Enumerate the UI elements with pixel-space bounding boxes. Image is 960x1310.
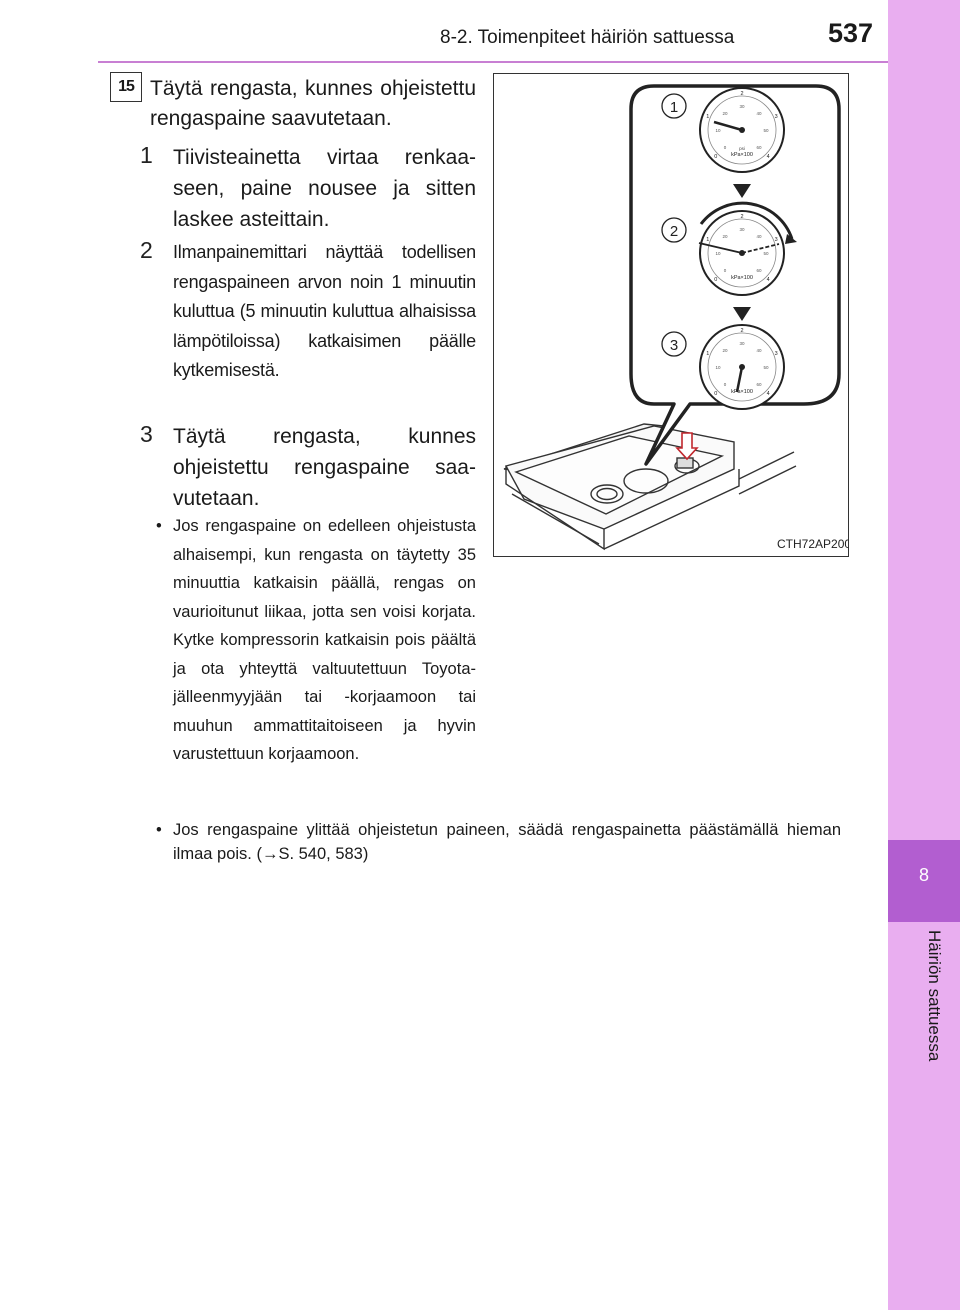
gauge-psi-label: 50 [763, 251, 769, 256]
substep-text-2: Ilmanpainemittari näyttää todellisen rengaspaineen arvon noin 1 minuutin kuluttua (5 minuutin kuluttua alhaisissa lämpötiloissa) katkaisimen päälle kytkemisestä. [173, 242, 476, 380]
substep-number-1: 1 [140, 142, 153, 168]
gauge-kpa-label: 2 [740, 91, 744, 97]
callout-2: 2 [669, 223, 679, 240]
bullet-marker: • [156, 517, 162, 535]
gauge3-unit: kPa×100 [731, 389, 753, 395]
gauge-psi-label: 20 [722, 348, 728, 353]
gauge-psi-label: 50 [763, 128, 769, 133]
step-text: Täytä rengasta, kunnes ohjeistettu rengaspaine saavutetaan. [150, 77, 476, 130]
gauge-psi-label: 40 [756, 111, 762, 116]
bullet-text-2: Jos rengaspaine ylittää ohjeistetun paineen, säädä rengaspainetta päästämällä hieman ilmaa pois. (→S. 540, 583) [173, 821, 841, 863]
gauge-psi-label: 20 [722, 234, 728, 239]
gauge1-unit-psi: psi [739, 146, 745, 151]
gauge-kpa-label: 2 [740, 214, 744, 220]
bullet-marker: • [156, 821, 162, 839]
gauge-kpa-label: 0 [714, 391, 718, 398]
gauge-psi-label: 0 [723, 382, 727, 387]
figure-illustration [494, 74, 848, 556]
gauge-kpa-label: 1 [706, 236, 710, 243]
gauge-psi-label: 0 [723, 268, 727, 273]
gauge-psi-label: 10 [715, 128, 721, 133]
gauge-kpa-label: 1 [706, 113, 710, 120]
gauge-kpa-label: 4 [766, 154, 770, 161]
figure-code: CTH72AP200 [777, 537, 848, 551]
gauge-kpa-label: 3 [774, 350, 778, 357]
chapter-side-tab [888, 0, 960, 1310]
gauge-psi-label: 60 [756, 382, 762, 387]
compressor-gauge-figure [493, 73, 849, 557]
gauge-psi-label: 60 [756, 268, 762, 273]
gauge-kpa-label: 3 [774, 113, 778, 120]
substep-text-1: Tiivisteainetta virtaa renkaaseen, paine nousee ja sitten laskee asteittain. [173, 146, 476, 231]
gauge-psi-label: 30 [739, 341, 745, 346]
gauge-psi-label: 40 [756, 348, 762, 353]
callout-1: 1 [669, 99, 679, 116]
gauge-psi-label: 10 [715, 251, 721, 256]
gauge-kpa-label: 4 [766, 391, 770, 398]
substep-number-2: 2 [140, 237, 153, 263]
gauge-kpa-label: 0 [714, 277, 718, 284]
chapter-title: Häiriön sattuessa [925, 930, 944, 1062]
gauge-psi-label: 40 [756, 234, 762, 239]
gauge-kpa-label: 0 [714, 154, 718, 161]
gauge-kpa-label: 2 [740, 328, 744, 334]
substep-number-3: 3 [140, 421, 153, 447]
gauge-psi-label: 60 [756, 145, 762, 150]
callout-3: 3 [669, 337, 679, 354]
gauge1-unit: kPa×100 [731, 152, 753, 158]
step-number-badge: 15 [110, 72, 142, 102]
gauge-psi-label: 30 [739, 104, 745, 109]
gauge-psi-label: 0 [723, 145, 727, 150]
section-title: 8-2. Toimenpiteet häiriön sattuessa [440, 27, 735, 48]
gauge-psi-label: 50 [763, 365, 769, 370]
gauge-kpa-label: 3 [774, 236, 778, 243]
substep-text-3: Täytä rengasta, kunnes ohjeistettu rengaspaine saavutetaan. [173, 425, 476, 510]
chapter-number: 8 [888, 840, 960, 922]
page-number: 537 [828, 18, 874, 48]
bullet-text-1: Jos rengaspaine on edelleen ohjeistusta alhaisempi, kun rengasta on täytetty 35 minuuttia katkaisin päällä, rengas on vaurioitunut liikaa, jotta sen voisi korjata. Kytke kompressorin katkaisin pois päältä ja ota yhteyttä valtuutettuun Toyota-jälleenmyyjään tai -korjaamoon tai muuhun ammattitaitoiseen ja hyvin varustettuun korjaamoon. [173, 517, 476, 763]
header-rule [98, 61, 888, 63]
gauge-kpa-label: 1 [706, 350, 710, 357]
gauge-psi-label: 10 [715, 365, 721, 370]
page-header [0, 0, 888, 60]
gauge-psi-label: 30 [739, 227, 745, 232]
gauge2-unit: kPa×100 [731, 275, 753, 281]
gauge-psi-label: 20 [722, 111, 728, 116]
gauge-kpa-label: 4 [766, 277, 770, 284]
